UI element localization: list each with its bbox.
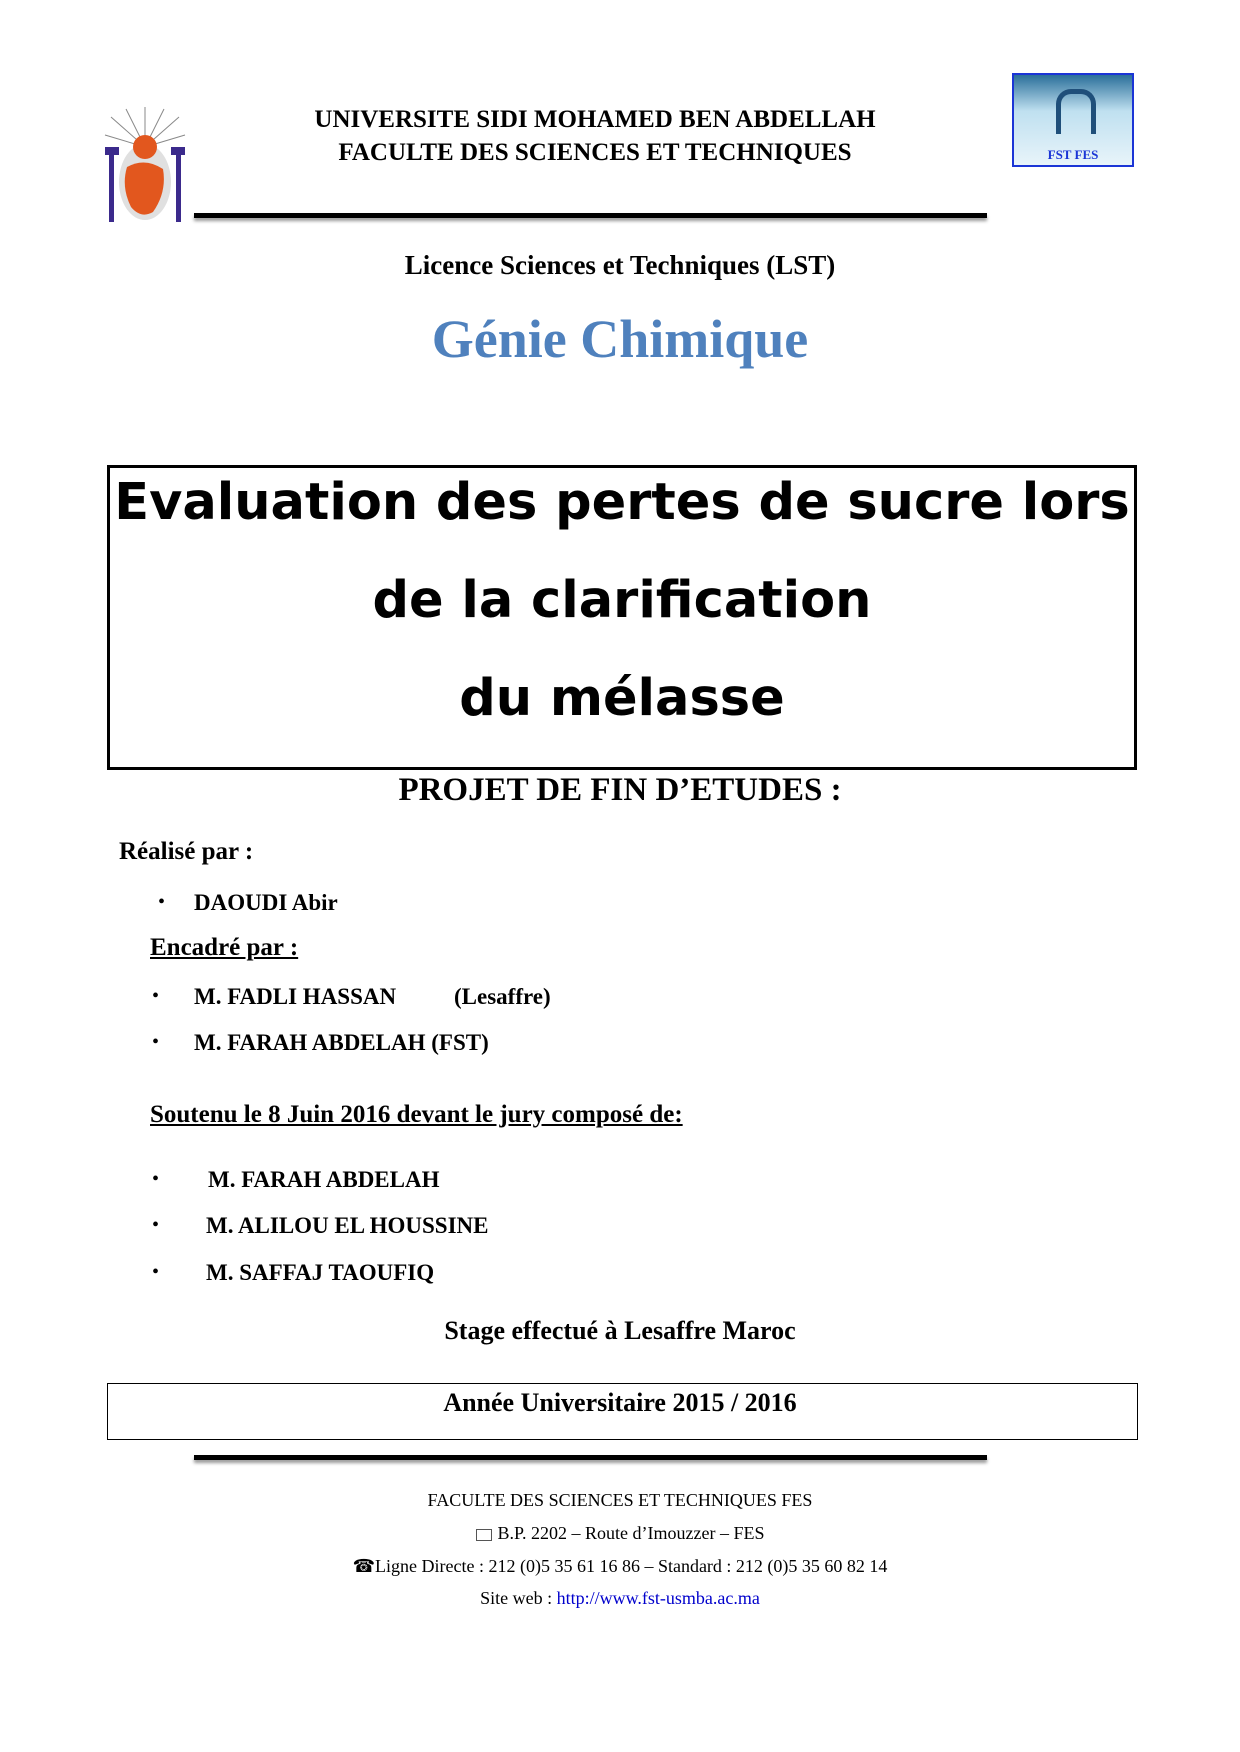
project-type: PROJET DE FIN D’ETUDES : [398,772,842,808]
logo-arch [1056,89,1096,134]
header-rule [194,213,987,218]
department-title: Génie Chimique [431,309,809,369]
academic-year: Année Universitaire 2015 / 2016 [443,1388,797,1417]
footer-address: B.P. 2202 – Route d’Imouzzer – FES [497,1523,765,1543]
jury-member: M. FARAH ABDELAH [208,1167,440,1192]
faculty-name: FACULTE DES SCIENCES ET TECHNIQUES [338,139,852,166]
bullet: • [152,1214,160,1236]
encadre-label: Encadré par : [150,934,299,961]
defense-label: Soutenu le 8 Juin 2016 devant le jury composé de: [150,1101,683,1128]
footer-web-label: Site web : [480,1588,557,1608]
fst-fes-logo [1012,73,1134,167]
bullet: • [152,985,160,1007]
jury-member: M. ALILOU EL HOUSSINE [206,1213,489,1238]
logo-text: FST FES [1047,147,1099,162]
bullet: • [152,1261,160,1283]
footer-rule [194,1455,987,1460]
supervisor-1: M. FADLI HASSAN [194,984,397,1009]
footer-faculty: FACULTE DES SCIENCES ET TECHNIQUES FES [427,1490,813,1510]
website-link[interactable]: http://www.fst-usmba.ac.ma [556,1588,760,1608]
internship: Stage effectué à Lesaffre Maroc [444,1316,796,1345]
program: Licence Sciences et Techniques (LST) [404,250,836,280]
student-name: DAOUDI Abir [194,890,338,915]
bullet: • [152,1031,160,1053]
realise-label: Réalisé par : [119,838,254,865]
title-line-3: du mélasse [459,669,785,728]
jury-member: M. SAFFAJ TAOUFIQ [206,1260,435,1285]
bullet: • [152,1168,160,1190]
supervisor-2: M. FARAH ABDELAH (FST) [194,1030,489,1055]
supervisor-1-affiliation: (Lesaffre) [454,984,551,1009]
title-line-2: de la clarification [372,571,872,630]
mail-icon [476,1529,492,1541]
footer-phone: Ligne Directe : 212 (0)5 35 61 16 86 – Standard : 212 (0)5 35 60 82 14 [375,1556,888,1576]
phone-icon: ☎ [352,1556,375,1576]
title-line-1: Evaluation des pertes de sucre lors [114,473,1130,532]
university-logo [101,107,189,222]
university-name: UNIVERSITE SIDI MOHAMED BEN ABDELLAH [314,106,876,133]
bullet: • [158,891,166,913]
